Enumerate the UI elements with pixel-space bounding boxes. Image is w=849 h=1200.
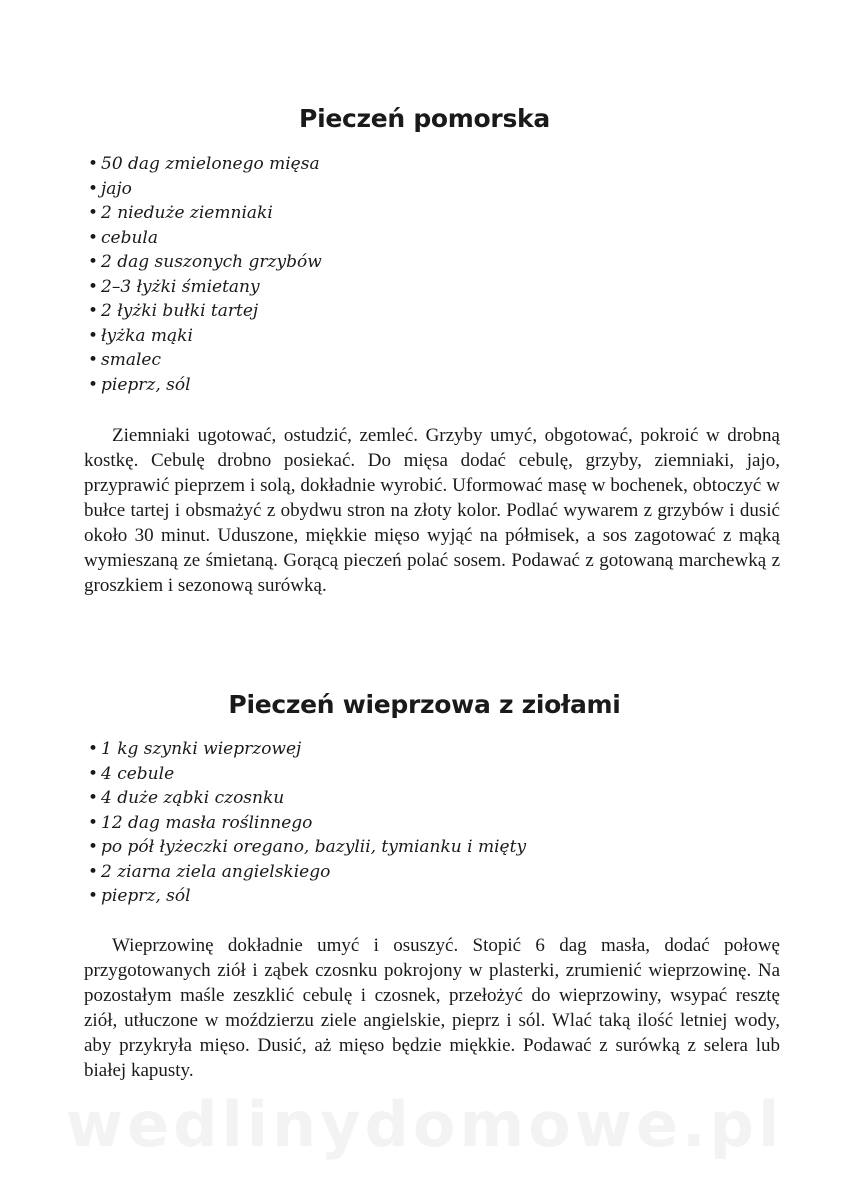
- ingredient-item: [88, 762, 526, 787]
- ingredient-text: pieprz, sól: [101, 374, 191, 395]
- recipe-title: Pieczeń pomorska: [299, 104, 550, 133]
- bullet-icon: •: [88, 837, 99, 857]
- bullet-icon: •: [88, 325, 99, 346]
- bullet-icon: •: [88, 178, 99, 199]
- ingredient-text: 2 nieduże ziemniaki: [101, 203, 273, 223]
- ingredient-text: 2–3 łyżki śmietany: [101, 276, 260, 297]
- ingredient-item: [88, 201, 322, 226]
- ingredient-item: [88, 835, 526, 860]
- ingredient-list: [88, 152, 322, 397]
- watermark: wedlinydomowe.pl: [65, 1088, 784, 1161]
- ingredient-item: [88, 373, 322, 398]
- ingredient-item: [88, 324, 322, 349]
- ingredient-text: po pół łyżeczki oregano, bazylii, tymianku i mięty: [101, 837, 527, 857]
- ingredient-text: 12 dag masła roślinnego: [101, 812, 313, 833]
- ingredient-text: 1 kg szynki wieprzowej: [101, 739, 302, 759]
- ingredient-text: 50 dag zmielonego mięsa: [101, 154, 320, 174]
- bullet-icon: •: [88, 861, 99, 882]
- ingredient-item: [88, 250, 322, 275]
- bullet-icon: •: [88, 154, 99, 174]
- bullet-icon: •: [88, 227, 99, 248]
- ingredient-item: [88, 177, 322, 202]
- ingredient-item: [88, 348, 322, 373]
- bullet-icon: •: [88, 301, 99, 321]
- ingredient-list: [88, 737, 526, 909]
- ingredient-item: [88, 299, 322, 324]
- ingredient-item: [88, 786, 526, 811]
- bullet-icon: •: [88, 350, 99, 370]
- ingredient-text: 2 łyżki bułki tartej: [101, 301, 259, 321]
- ingredient-item: [88, 737, 526, 762]
- ingredient-item: [88, 884, 526, 909]
- ingredient-text: 2 dag suszonych grzybów: [101, 252, 322, 272]
- ingredient-item: [88, 226, 322, 251]
- bullet-icon: •: [88, 739, 99, 759]
- bullet-icon: •: [88, 374, 99, 395]
- ingredient-text: łyżka mąki: [101, 325, 193, 346]
- bullet-icon: •: [88, 276, 99, 297]
- recipe-title: Pieczeń wieprzowa z ziołami: [228, 690, 621, 719]
- recipe-instructions: Wieprzowinę dokładnie umyć i osuszyć. Stopić 6 dag masła, dodać połowę przygotowanych ziół i ząbek czosnku pokrojony w plasterki, zrumienić wieprzowinę. Na pozostałym maśle zeszklić cebulę i czosnek, przełożyć do wieprzowiny, wsypać resztę ziół, utłuczone w moździerzu ziele angielskie, pieprz i sól. Wlać taką ilość letniej wody, aby przykryła mięso. Dusić, aż mięso będzie miękkie. Podawać z surówką z selera lub białej kapusty.: [84, 935, 780, 1081]
- ingredient-item: [88, 811, 526, 836]
- ingredient-text: 2 ziarna ziela angielskiego: [101, 861, 331, 882]
- ingredient-text: cebula: [101, 227, 158, 248]
- ingredient-item: [88, 152, 322, 177]
- bullet-icon: •: [88, 788, 99, 808]
- bullet-icon: •: [88, 812, 99, 833]
- bullet-icon: •: [88, 886, 99, 906]
- recipe-instructions: Ziemniaki ugotować, ostudzić, zemleć. Grzyby umyć, obgotować, pokroić w drobną kostkę. Cebulę drobno posiekać. Do mięsa dodać cebulę, grzyby, ziemniaki, jajo, przyprawić pieprzem i solą, dokładnie wyrobić. Uformować masę w bochenek, obtoczyć w bułce tartej i obsmażyć z obydwu stron na złoty kolor. Podlać wywarem z grzybów i dusić około 30 minut. Uduszone, miękkie mięso wyjąć na półmisek, a sos zagotować z mąką wymieszaną ze śmietaną. Gorącą pieczeń polać sosem. Podawać z gotowaną marchewką z groszkiem i sezonową surówką.: [84, 425, 780, 596]
- bullet-icon: •: [88, 252, 99, 272]
- ingredient-text: 4 duże ząbki czosnku: [101, 788, 285, 808]
- ingredient-text: jajo: [101, 178, 132, 199]
- bullet-icon: •: [88, 763, 99, 784]
- bullet-icon: •: [88, 203, 99, 223]
- ingredient-text: smalec: [101, 350, 161, 370]
- ingredient-item: [88, 275, 322, 300]
- ingredient-text: 4 cebule: [101, 763, 175, 784]
- ingredient-item: [88, 860, 526, 885]
- ingredient-text: pieprz, sól: [101, 886, 191, 906]
